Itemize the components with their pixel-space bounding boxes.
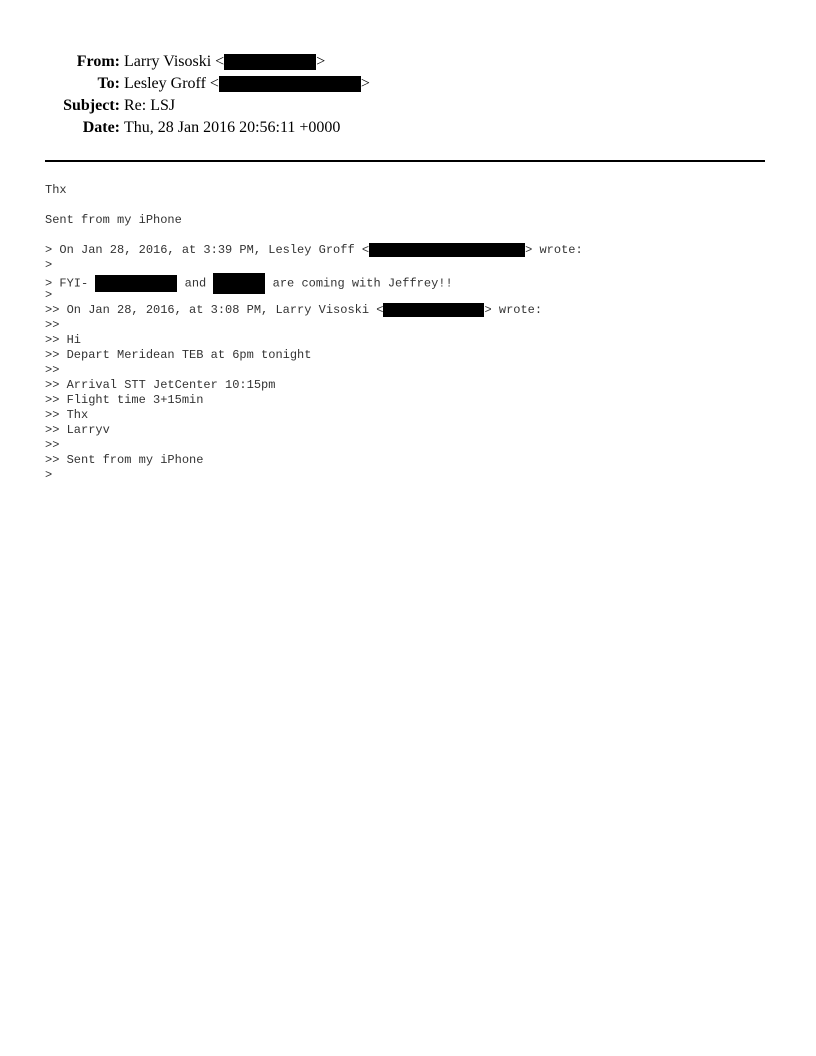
quoted-text: are coming with Jeffrey!! bbox=[265, 276, 453, 291]
quoted-line: >> bbox=[45, 363, 60, 377]
signature-text: Sent from my iPhone bbox=[45, 213, 182, 227]
date-row bbox=[0, 117, 816, 139]
quoted-line: >> bbox=[45, 438, 60, 452]
subject-label: Subject: bbox=[63, 97, 120, 114]
quoted-line bbox=[45, 243, 785, 258]
redaction-box bbox=[219, 76, 361, 92]
quoted-line bbox=[45, 273, 785, 291]
quoted-line bbox=[45, 303, 785, 318]
to-close: > bbox=[360, 75, 370, 92]
to-label: To: bbox=[97, 75, 120, 92]
reply-text: Thx bbox=[45, 183, 67, 197]
from-name: Larry Visoski < bbox=[124, 53, 225, 70]
from-close: > bbox=[316, 53, 326, 70]
quoted-text: > wrote: bbox=[525, 243, 583, 258]
blank-line bbox=[45, 228, 785, 243]
quoted-text: > wrote: bbox=[484, 303, 543, 318]
quoted-line: >> Thx bbox=[45, 408, 89, 422]
from-label: From: bbox=[76, 53, 120, 70]
blank-line bbox=[45, 198, 785, 213]
subject-row bbox=[0, 95, 816, 117]
to-row bbox=[0, 73, 816, 95]
redaction-box bbox=[213, 273, 265, 294]
email-body bbox=[45, 183, 785, 483]
quoted-line: >> Arrival STT JetCenter 10:15pm bbox=[45, 378, 276, 392]
quoted-text: and bbox=[177, 276, 214, 291]
quoted-text: >> On Jan 28, 2016, at 3:08 PM, Larry Visoski < bbox=[45, 303, 384, 318]
to-name: Lesley Groff < bbox=[124, 75, 219, 92]
header-divider bbox=[45, 160, 765, 162]
to-value bbox=[124, 73, 370, 95]
quoted-text: > On Jan 28, 2016, at 3:39 PM, Lesley Groff < bbox=[45, 243, 370, 258]
date-value: Thu, 28 Jan 2016 20:56:11 +0000 bbox=[124, 119, 341, 136]
from-row bbox=[0, 51, 816, 73]
quoted-line: >> Larryv bbox=[45, 423, 110, 437]
email-header bbox=[0, 51, 816, 139]
from-value bbox=[124, 51, 325, 73]
quoted-line: >> Flight time 3+15min bbox=[45, 393, 204, 407]
quoted-line: >> Hi bbox=[45, 333, 82, 347]
quoted-line: >> bbox=[45, 318, 60, 332]
subject-value: Re: LSJ bbox=[124, 97, 176, 114]
quoted-line: > bbox=[45, 258, 53, 272]
redaction-box bbox=[369, 243, 525, 257]
redaction-box bbox=[95, 275, 177, 292]
redaction-box bbox=[224, 54, 316, 70]
date-label: Date: bbox=[82, 119, 120, 136]
quoted-line: >> Sent from my iPhone bbox=[45, 453, 204, 467]
quoted-line: > bbox=[45, 468, 53, 482]
quoted-text: > FYI- bbox=[45, 276, 96, 291]
quoted-line: >> Depart Meridean TEB at 6pm tonight bbox=[45, 348, 312, 362]
quoted-line: > bbox=[45, 288, 53, 302]
redaction-box bbox=[383, 303, 484, 317]
